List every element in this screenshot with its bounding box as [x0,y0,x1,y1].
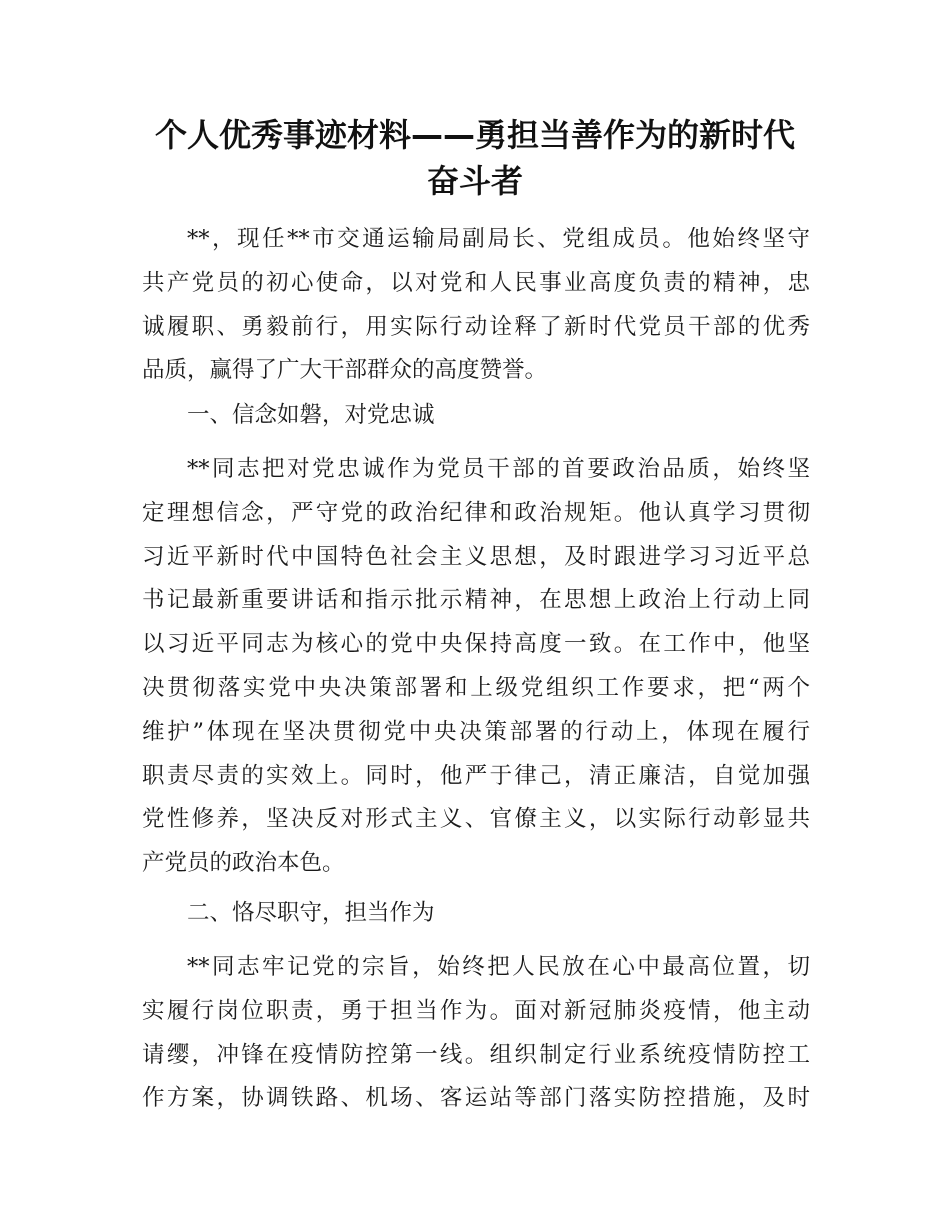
section-heading-1: 一、信念如磐，对党忠诚 [187,402,435,428]
section-2-paragraph [142,946,810,1121]
section-1-line: 职责尽责的实效上。同时，他严于律己，清正廉洁，自觉加强 [142,762,810,789]
section-1-line: 党性修养，坚决反对形式主义、官僚主义，以实际行动彰显共 [142,806,810,833]
section-1-paragraph [142,448,810,886]
intro-line: 共产党员的初心使命，以对党和人民事业高度负责的精神，忠 [142,269,810,296]
intro-line: **，现任**市交通运输局副局长、党组成员。他始终坚守 [187,226,810,252]
section-1-line: 决贯彻落实党中央决策部署和上级党组织工作要求，把“两个 [142,674,810,701]
section-2-line: 作方案，协调铁路、机场、客运站等部门落实防控措施，及时 [142,1085,810,1112]
section-1-line: 产党员的政治本色。 [142,850,345,877]
section-2-line: **同志牢记党的宗旨，始终把人民放在心中最高位置，切 [187,954,810,980]
intro-line: 品质，赢得了广大干部群众的高度赞誉。 [142,357,548,384]
section-1-line: 习近平新时代中国特色社会主义思想，及时跟进学习习近平总 [142,543,810,570]
intro-paragraph [142,218,810,393]
section-heading-2: 二、恪尽职守，担当作为 [187,900,435,926]
section-1-line: **同志把对党忠诚作为党员干部的首要政治品质，始终坚 [187,456,810,482]
document-title-line-1: 个人优秀事迹材料——勇担当善作为的新时代 [154,116,795,154]
section-1-line: 书记最新重要讲话和指示批示精神，在思想上政治上行动上同 [142,587,810,614]
intro-line: 诚履职、勇毅前行，用实际行动诠释了新时代党员干部的优秀 [142,313,810,340]
section-2-line: 实履行岗位职责，勇于担当作为。面对新冠肺炎疫情，他主动 [142,997,810,1024]
section-1-line: 以习近平同志为核心的党中央保持高度一致。在工作中，他坚 [142,631,810,658]
document-title-line-2: 奋斗者 [426,162,523,200]
section-2-line: 请缨，冲锋在疫情防控第一线。组织制定行业系统疫情防控工 [142,1041,810,1068]
section-1-line: 维护”体现在坚决贯彻党中央决策部署的行动上，体现在履行 [142,718,810,745]
section-1-line: 定理想信念，严守党的政治纪律和政治规矩。他认真学习贯彻 [142,499,810,526]
